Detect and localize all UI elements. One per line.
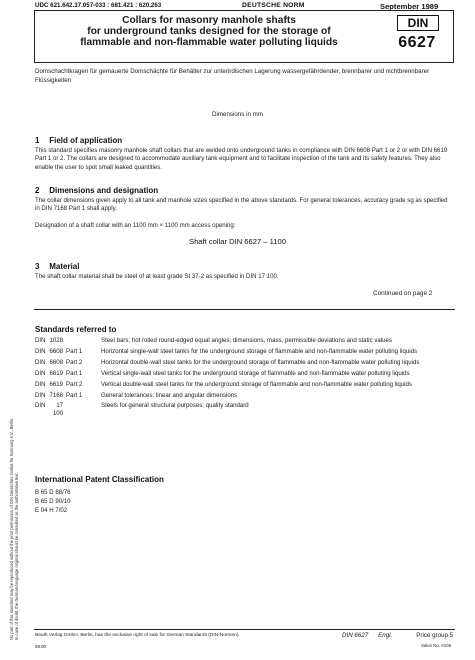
standard-part (66, 402, 93, 421)
standard-row (35, 402, 453, 421)
din-logo-block (391, 15, 443, 57)
standard-row (35, 381, 453, 392)
title-line: for underground tanks designed for the storage of (87, 26, 331, 38)
spacer (93, 337, 101, 348)
dimensions-note: Dimensions in mm (212, 111, 263, 118)
standard-number: 6619 (49, 380, 63, 388)
udc-code: UDC 621.642.37.057-033 : 681.421 : 620.263 (35, 2, 162, 9)
designation-example: Shaft collar DIN 6627 – 1100 (189, 237, 286, 246)
standards-table (35, 337, 453, 421)
standard-number: 6608 (49, 347, 63, 355)
standard-title: Vertical double-wall steel tanks for the underground storage of flammable and non-flammable water polluting liquids (101, 380, 412, 388)
patent-code: E 04 H 7/02 (35, 507, 68, 514)
patent-list (35, 488, 71, 515)
standard-prefix: DIN (35, 380, 46, 388)
divider (34, 309, 455, 310)
issue-date: September 1989 (380, 2, 439, 11)
side-note-line: No part of this standard may be reproduced without the prior permission of DIN Deutsches Institut für Normung e.V., Berlin. (9, 417, 14, 640)
din-logo: DIN (397, 15, 439, 31)
standard-title: Horizontal single-wall steel tanks for the underground storage of flammable and non-flammable water polluting liquids (101, 347, 418, 355)
publisher-note: Beuth Verlag GmbH, Berlin, has the exclusive right of sale for German Standards (DIN-Normen). (35, 633, 240, 638)
spacer (93, 370, 101, 381)
standard-prefix: DIN (35, 358, 46, 366)
standard-number: 17 100 (52, 402, 63, 418)
english-title (35, 15, 383, 49)
standard-part: Part 2 (66, 358, 83, 366)
standard-part: Part 1 (66, 369, 83, 377)
standard-part: Part 1 (66, 347, 83, 355)
standard-row (35, 337, 453, 348)
footer-lang: Engl. (378, 632, 393, 639)
standard-number: 7168 (49, 391, 63, 399)
standard-number: 1028 (49, 337, 63, 344)
standard-row (35, 370, 453, 381)
standard-part: Part 1 (66, 391, 83, 399)
standard-title: Steels for general structural purposes; quality standard (101, 402, 249, 410)
spacer (93, 402, 101, 421)
title-box (34, 10, 454, 63)
section-heading (35, 262, 79, 271)
spacer (93, 392, 101, 403)
copyright-side-note (10, 340, 20, 640)
patent-code: B 65 D 90/10 (35, 498, 71, 505)
section-body: This standard specifies masonry manhole shaft collars that are welded onto underground tanks in compliance with DIN 6608 Part 1 or 2 or with DIN 6619 Part 1 or 2. The collars are designed to accommodate auxiliary tank equipment and to facilitate inspection of the tank and its safety features. They also enable the user to spot small leaked quantities. (35, 147, 448, 171)
standard-row (35, 359, 453, 370)
designation-intro: Designation of a shaft collar with an 1100 mm × 1100 mm access opening: (35, 222, 236, 229)
standard-prefix: DIN (35, 402, 46, 410)
footer-doc-ref: DIN 6627 (342, 632, 369, 639)
section-heading (35, 136, 122, 145)
standard-prefix: DIN (35, 391, 46, 399)
section-title: Dimensions and designation (49, 186, 159, 195)
patent-code: B 65 D 88/76 (35, 489, 71, 496)
footer-doc-info (342, 632, 453, 639)
standard-prefix: DIN (35, 347, 46, 355)
deutsche-norm-label: DEUTSCHE NORM (242, 2, 305, 9)
spacer (93, 381, 101, 392)
section-title: Field of application (49, 136, 123, 145)
section-number: 2 (35, 186, 40, 195)
standard-title: General tolerances; linear and angular dimensions (101, 391, 238, 399)
title-line: flammable and non-flammable water polluting liquids (80, 37, 338, 49)
section-body: The shaft collar material shall be steel of at least grade St 37-2 as specified in DIN 17 100. (35, 273, 279, 280)
continued-note: Continued on page 2 (373, 290, 433, 297)
standard-prefix: DIN (35, 337, 46, 344)
standard-row (35, 348, 453, 359)
title-line: Collars for masonry manhole shafts (122, 15, 296, 26)
standard-part (66, 337, 93, 348)
standard-row (35, 392, 453, 403)
patent-heading: International Patent Classification (35, 475, 164, 484)
standard-title: Vertical single-wall steel tanks for the underground storage of flammable and non-flammable water polluting liquids (101, 369, 410, 377)
spacer (93, 348, 101, 359)
section-title: Material (49, 262, 80, 271)
spacer (93, 359, 101, 370)
standard-number: 6619 (49, 369, 63, 377)
standard-prefix: DIN (35, 369, 46, 377)
section-number: 3 (35, 262, 40, 271)
standard-title: Steel bars; hot rolled round-edged equal angles; dimensions, mass, permissible deviations and static values (101, 337, 392, 344)
section-number: 1 (35, 136, 40, 145)
standard-number: 6627 (398, 34, 436, 51)
standard-number: 6608 (49, 358, 63, 366)
footer-sales-no: Sales No. 0105 (421, 643, 452, 648)
section-heading (35, 186, 158, 195)
standard-part: Part 2 (66, 380, 83, 388)
footer-divider (34, 629, 455, 630)
german-title: Domschachtkragen für gemauerte Domschächte für Behälter zur unterirdischen Lagerung wassergefährdender, brennbarer und nichtbrennbarer Flüssigkeiten (35, 68, 430, 84)
section-body: The collar dimensions given apply to all tank and manhole sizes specified in the above standards. For general tolerances, accuracy grade sg as specified in DIN 7168 Part 1 shall apply. (35, 197, 448, 213)
footer-code: 08.90 (35, 644, 46, 649)
footer-price-group: Price group 5 (416, 632, 454, 639)
standard-title: Horizontal double-wall steel tanks for the underground storage of flammable and non-flammable water polluting liquids (101, 358, 420, 366)
standards-heading: Standards referred to (35, 325, 117, 334)
side-note-line: In case of doubt, the German-language original should be consulted as the authoritative text. (13, 472, 19, 640)
